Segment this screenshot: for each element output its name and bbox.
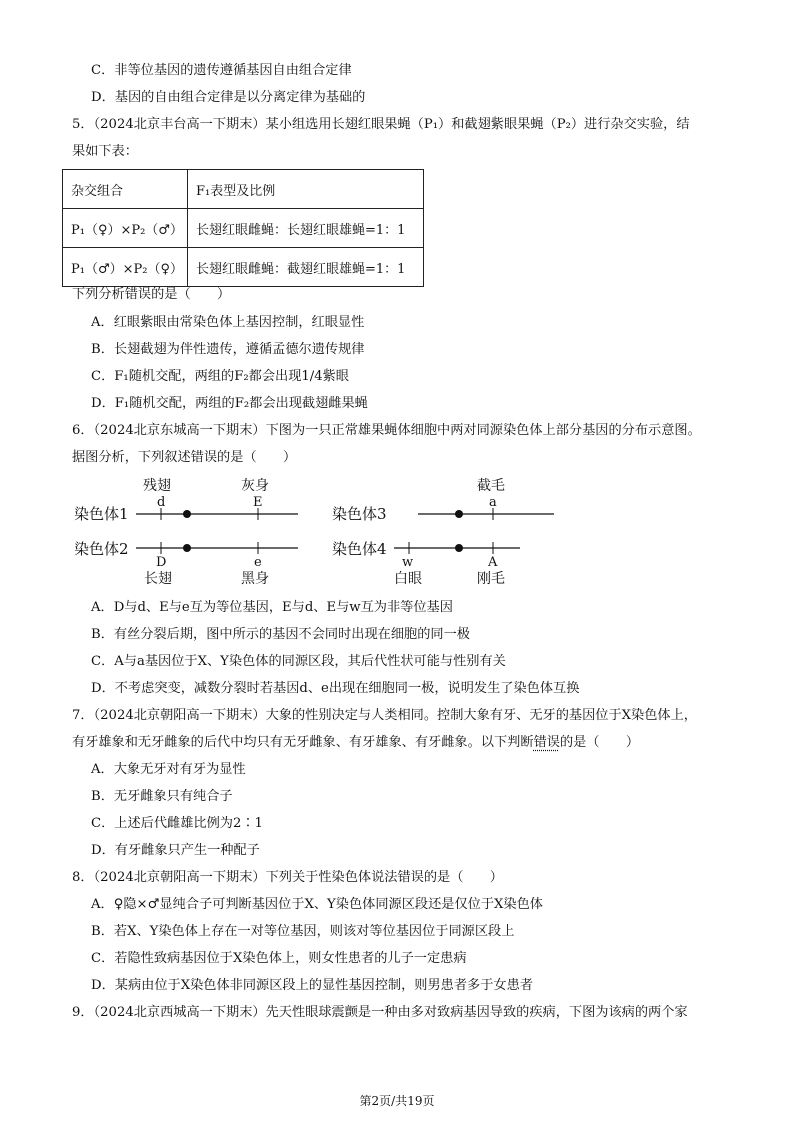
centromere-chr4 bbox=[455, 544, 463, 552]
q8-option-c: C．若隐性致病基因位于X染色体上，则女性患者的儿子一定患病 bbox=[91, 951, 467, 966]
gene-a: a bbox=[489, 495, 497, 510]
q8-stem: 8．（2024北京朝阳高一下期末）下列关于性染色体说法错误的是（ ） bbox=[72, 870, 503, 885]
gene-d: d bbox=[157, 495, 166, 510]
q5-ask: 下列分析错误的是（ ） bbox=[72, 287, 231, 302]
q7-stem-part1: 有牙雄象和无牙雌象的后代中均只有无牙雌象、有牙雄象、有牙雌象。以下判断 bbox=[72, 735, 534, 750]
q7-emphasis: 错误 bbox=[533, 735, 560, 750]
label-chr3: 染色体3 bbox=[332, 505, 387, 523]
q7-stem-part3: 的是（ ） bbox=[559, 735, 640, 750]
label-vestigial: 残翅 bbox=[143, 478, 171, 494]
label-chr4: 染色体4 bbox=[332, 540, 387, 558]
chromosome-diagram bbox=[60, 470, 580, 592]
table-cell: 长翅红眼雌蝇：截翅红眼雄蝇=1：1 bbox=[188, 248, 424, 287]
label-black-body: 黑身 bbox=[241, 571, 269, 587]
q4-option-c: C．非等位基因的遗传遵循基因自由组合定律 bbox=[91, 63, 352, 78]
gene-w: w bbox=[402, 555, 414, 570]
q5-cross-table bbox=[62, 169, 424, 287]
table-header-row bbox=[63, 170, 424, 209]
page-footer: 第2页/共19页 bbox=[359, 1094, 435, 1108]
q9-stem-line1: 9．（2024北京西城高一下期末）先天性眼球震颤是一种由多对致病基因导致的疾病，下图为该病的两个家 bbox=[72, 1005, 688, 1020]
gene-E: E bbox=[253, 495, 263, 510]
q7-stem-line1: 7．（2024北京朝阳高一下期末）大象的性别决定与人类相同。控制大象有牙、无牙的基因位于X染色体上， bbox=[72, 708, 697, 723]
table-cell: 长翅红眼雌蝇：长翅红眼雄蝇=1：1 bbox=[188, 209, 424, 248]
q6-stem-line2: 据图分析，下列叙述错误的是（ ） bbox=[72, 450, 297, 465]
gene-D: D bbox=[156, 555, 167, 570]
table-row bbox=[63, 248, 424, 287]
q7-option-b: B．无牙雌象只有纯合子 bbox=[91, 789, 233, 804]
q6-option-c: C．A与a基因位于X、Y染色体的同源区段，其后代性状可能与性别有关 bbox=[91, 654, 506, 669]
table-row bbox=[63, 209, 424, 248]
label-chr2: 染色体2 bbox=[74, 540, 129, 558]
gene-e: e bbox=[254, 555, 262, 570]
label-chr1: 染色体1 bbox=[74, 505, 129, 523]
centromere-chr2 bbox=[183, 544, 191, 552]
label-stiff-bristle: 刚毛 bbox=[477, 571, 505, 587]
q5-option-d: D．F₁随机交配，两组的F₂都会出现截翅雌果蝇 bbox=[91, 396, 368, 411]
table-cell: P₁（♀）×P₂（♂） bbox=[63, 209, 188, 248]
q6-stem-line1: 6．（2024北京东城高一下期末）下图为一只正常雄果蝇体细胞中两对同源染色体上部分基因的分布示意图。 bbox=[72, 423, 701, 438]
centromere-chr3 bbox=[455, 510, 463, 518]
label-cut-bristle: 截毛 bbox=[477, 478, 505, 494]
q7-stem-line2 bbox=[72, 733, 639, 753]
q8-option-a: A．♀隐×♂显纯合子可判断基因位于X、Y染色体同源区段还是仅位于X染色体 bbox=[91, 897, 543, 912]
table-cell: P₁（♂）×P₂（♀） bbox=[63, 248, 188, 287]
q7-option-c: C．上述后代雌雄比例为2∶1 bbox=[91, 816, 263, 831]
q6-option-a: A．D与d、E与e互为等位基因，E与d、E与w互为非等位基因 bbox=[91, 600, 453, 615]
q5-option-c: C．F₁随机交配，两组的F₂都会出现1/4紫眼 bbox=[91, 369, 349, 384]
q6-option-b: B．有丝分裂后期，图中所示的基因不会同时出现在细胞的同一极 bbox=[91, 627, 470, 642]
q6-option-d: D．不考虑突变，减数分裂时若基因d、e出现在细胞同一极，说明发生了染色体互换 bbox=[91, 681, 580, 696]
q5-option-a: A．红眼紫眼由常染色体上基因控制，红眼显性 bbox=[91, 315, 365, 330]
q5-stem-line2: 果如下表： bbox=[72, 144, 138, 159]
q7-option-d: D．有牙雌象只产生一种配子 bbox=[91, 843, 260, 858]
q5-stem-line1: 5．（2024北京丰台高一下期末）某小组选用长翅红眼果蝇（P₁）和截翅紫眼果蝇（P₂）进行杂交实验，结 bbox=[72, 117, 690, 132]
gene-A: A bbox=[488, 555, 498, 570]
q5-option-b: B．长翅截翅为伴性遗传，遵循孟德尔遗传规律 bbox=[91, 342, 365, 357]
label-gray-body: 灰身 bbox=[241, 478, 269, 494]
q4-option-d: D．基因的自由组合定律是以分离定律为基础的 bbox=[91, 90, 366, 105]
q7-option-a: A．大象无牙对有牙为显性 bbox=[91, 762, 246, 777]
q8-option-b: B．若X、Y染色体上存在一对等位基因，则该对等位基因位于同源区段上 bbox=[91, 924, 515, 939]
label-long-wing: 长翅 bbox=[144, 571, 172, 587]
table-header-cross: 杂交组合 bbox=[63, 170, 188, 209]
label-white-eye: 白眼 bbox=[394, 571, 422, 587]
table-header-f1: F₁表型及比例 bbox=[188, 170, 424, 209]
q8-option-d: D．某病由位于X染色体非同源区段上的显性基因控制，则男患者多于女患者 bbox=[91, 978, 533, 993]
centromere-chr1 bbox=[183, 510, 191, 518]
